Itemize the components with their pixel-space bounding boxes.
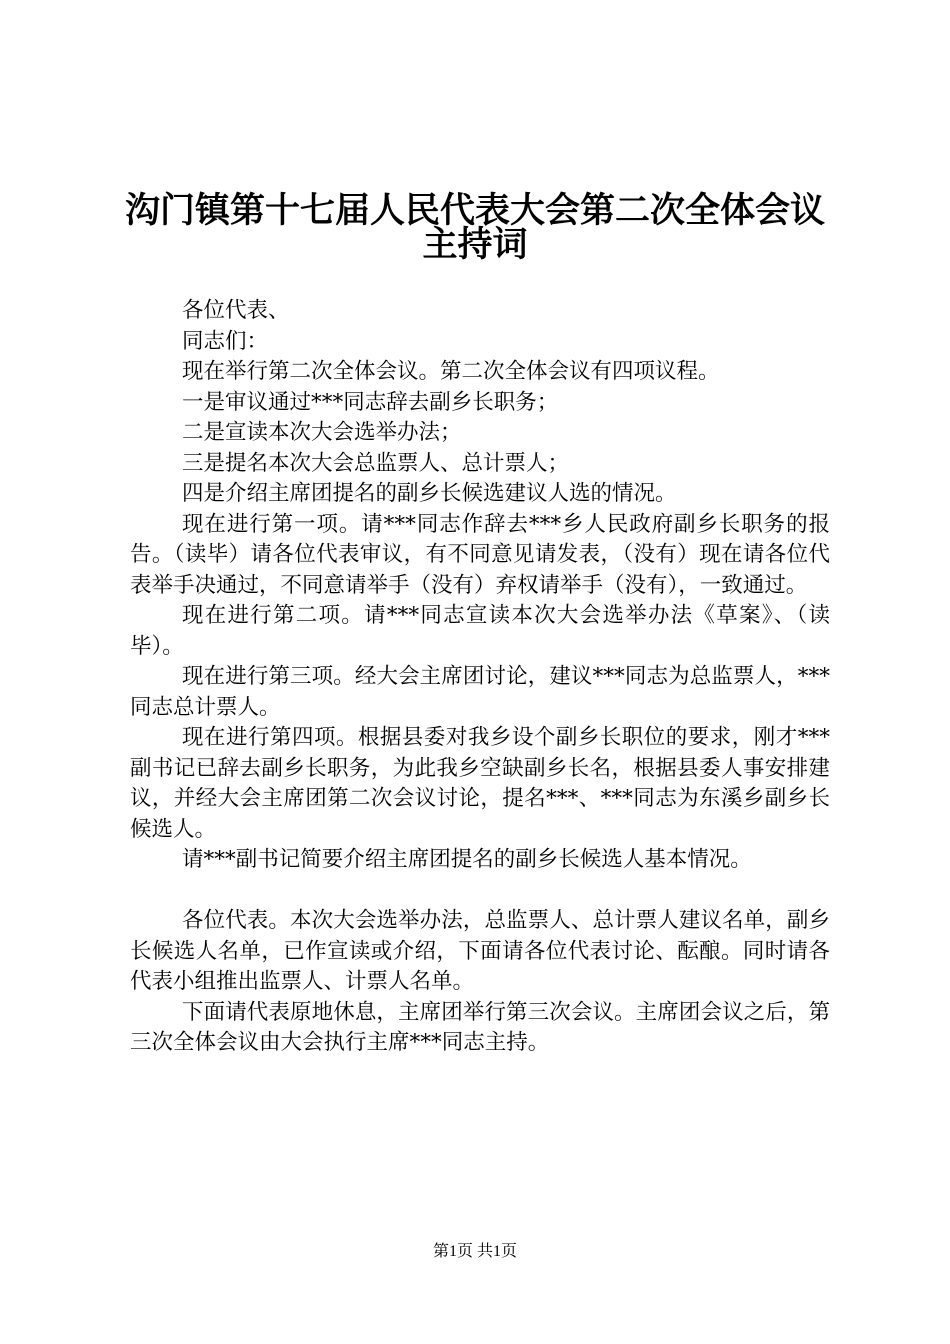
page-number-footer: 第1页 共1页: [432, 1243, 517, 1260]
paragraph-agenda-item-2: 二是宣读本次大会选举办法；: [182, 420, 462, 445]
paragraph-spacer: [130, 876, 830, 907]
paragraph-item-one: 现在进行第一项。请***同志作辞去***乡人民政府副乡长职务的报告。（读毕）请各位代表审议，有不同意见请发表，（没有）现在请各位代表举手决通过，不同意请举手（没有）弃权请举手（没有），一致通过。: [130, 511, 830, 598]
paragraph-salutation-2: 同志们：: [182, 328, 269, 354]
document-title-line-1: 沟门镇第十七届人民代表大会第二次全体会议: [124, 191, 825, 231]
paragraph-item-three: 现在进行第三项。经大会主席团讨论，建议***同志为总监票人，***同志总计票人。: [130, 664, 830, 720]
paragraph-agenda-item-4: 四是介绍主席团提名的副乡长候选建议人选的情况。: [182, 481, 677, 506]
paragraph-salutation: 各位代表、: [182, 298, 290, 323]
paragraph-agenda-intro: 现在举行第二次全体会议。第二次全体会议有四项议程。: [182, 359, 720, 384]
document-title-line-2: 主持词: [422, 225, 528, 265]
paragraph-agenda-item-1: 一是审议通过***同志辞去副乡长职务；: [182, 389, 559, 415]
paragraph-candidate-intro: 请***副书记简要介绍主席团提名的副乡长候选人基本情况。: [182, 847, 752, 872]
paragraph-closing: 下面请代表原地休息，主席团举行第三次会议。主席团会议之后，第三次全体会议由大会执行主席***同志主持。: [130, 999, 830, 1055]
paragraph-item-two: 现在进行第二项。请***同志宣读本次大会选举办法《草案》、（读毕）。: [130, 603, 830, 659]
paragraph-item-four: 现在进行第四项。根据县委对我乡设个副乡长职位的要求，刚才***副书记已辞去副乡长职务，为此我乡空缺副乡长名，根据县委人事安排建议，并经大会主席团第二次会议讨论，提名***、***同志为东溪乡副乡长候选人。: [130, 725, 830, 842]
paragraph-discussion: 各位代表。本次大会选举办法，总监票人、总计票人建议名单，副乡长候选人名单，已作宣读或介绍，下面请各位代表讨论、酝酿。同时请各代表小组推出监票人、计票人名单。: [130, 908, 830, 994]
paragraph-agenda-item-3: 三是提名本次大会总监票人、总计票人；: [182, 450, 570, 476]
document-body: [130, 296, 830, 1059]
